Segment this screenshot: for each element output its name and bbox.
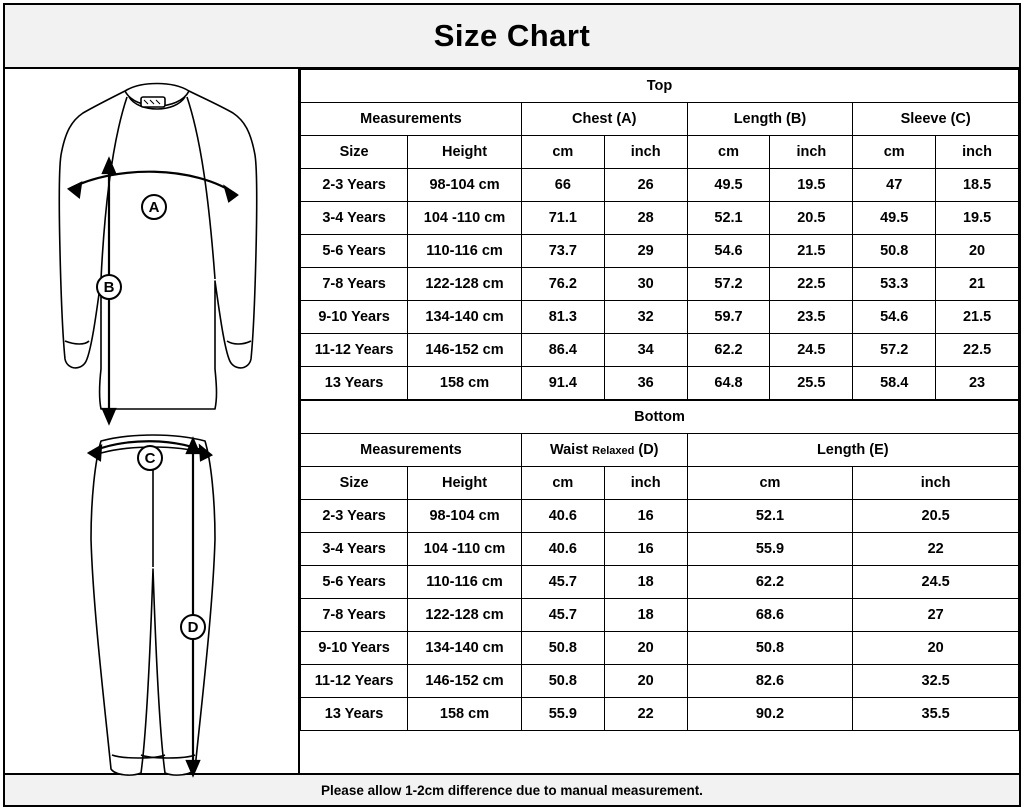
top-header-sleeve: Sleeve (C) <box>853 103 1019 136</box>
cell-height: 146-152 cm <box>408 665 522 698</box>
cell-sleeve-inch: 19.5 <box>936 202 1019 235</box>
table-row <box>301 632 1019 665</box>
top-subhead-length-cm: cm <box>687 136 770 169</box>
cell-waist-inch: 20 <box>604 665 687 698</box>
bottom-header-main-row <box>301 434 1019 467</box>
cell-length-inch: 23.5 <box>770 301 853 334</box>
page-title: Size Chart <box>433 18 591 53</box>
cell-sleeve-cm: 53.3 <box>853 268 936 301</box>
table-row <box>301 533 1019 566</box>
cell-height: 110-116 cm <box>408 235 522 268</box>
top-subhead-chest-cm: cm <box>521 136 604 169</box>
top-subhead-sleeve-inch: inch <box>936 136 1019 169</box>
cell-length-inch: 20 <box>853 632 1019 665</box>
table-row <box>301 665 1019 698</box>
cell-length-inch: 27 <box>853 599 1019 632</box>
cell-chest-cm: 66 <box>521 169 604 202</box>
bottom-header-waist <box>521 434 687 467</box>
marker-b: B <box>96 274 122 300</box>
cell-waist-cm: 40.6 <box>521 533 604 566</box>
bottom-header-waist-note: Relaxed <box>592 445 635 457</box>
cell-height: 134-140 cm <box>408 632 522 665</box>
table-row <box>301 268 1019 301</box>
cell-chest-cm: 71.1 <box>521 202 604 235</box>
cell-sleeve-inch: 22.5 <box>936 334 1019 367</box>
cell-length-inch: 19.5 <box>770 169 853 202</box>
cell-sleeve-inch: 18.5 <box>936 169 1019 202</box>
table-row <box>301 334 1019 367</box>
garment-illustration <box>5 69 300 773</box>
cell-height: 146-152 cm <box>408 334 522 367</box>
cell-length-cm: 59.7 <box>687 301 770 334</box>
table-row <box>301 169 1019 202</box>
cell-sleeve-cm: 54.6 <box>853 301 936 334</box>
cell-length-cm: 49.5 <box>687 169 770 202</box>
chart-body <box>5 69 1019 773</box>
cell-size: 7-8 Years <box>301 268 408 301</box>
bottom-subhead-size: Size <box>301 467 408 500</box>
cell-chest-inch: 32 <box>604 301 687 334</box>
bottom-size-table <box>300 400 1019 731</box>
cell-sleeve-inch: 20 <box>936 235 1019 268</box>
cell-chest-inch: 36 <box>604 367 687 400</box>
chart-title-bar <box>5 5 1019 69</box>
top-header-main-row <box>301 103 1019 136</box>
cell-length-inch: 24.5 <box>853 566 1019 599</box>
cell-waist-cm: 50.8 <box>521 665 604 698</box>
bottom-subhead-length-cm: cm <box>687 467 853 500</box>
top-subhead-length-inch: inch <box>770 136 853 169</box>
cell-waist-inch: 18 <box>604 599 687 632</box>
cell-length-inch: 25.5 <box>770 367 853 400</box>
cell-size: 5-6 Years <box>301 566 408 599</box>
cell-length-cm: 55.9 <box>687 533 853 566</box>
table-row <box>301 301 1019 334</box>
cell-chest-inch: 28 <box>604 202 687 235</box>
cell-length-cm: 54.6 <box>687 235 770 268</box>
bottom-header-waist-word: Waist <box>549 442 589 458</box>
cell-height: 98-104 cm <box>408 500 522 533</box>
cell-chest-cm: 91.4 <box>521 367 604 400</box>
top-section-header-row <box>301 70 1019 103</box>
cell-waist-cm: 50.8 <box>521 632 604 665</box>
cell-waist-cm: 55.9 <box>521 698 604 731</box>
bottom-header-length: Length (E) <box>687 434 1018 467</box>
table-row <box>301 566 1019 599</box>
cell-waist-inch: 16 <box>604 500 687 533</box>
cell-length-cm: 62.2 <box>687 334 770 367</box>
cell-size: 13 Years <box>301 367 408 400</box>
cell-height: 122-128 cm <box>408 268 522 301</box>
top-header-sub-row <box>301 136 1019 169</box>
cell-sleeve-inch: 21 <box>936 268 1019 301</box>
cell-chest-inch: 29 <box>604 235 687 268</box>
cell-size: 3-4 Years <box>301 202 408 235</box>
cell-length-cm: 52.1 <box>687 202 770 235</box>
footer-note: Please allow 1-2cm difference due to manual measurement. <box>321 782 703 798</box>
bottom-header-measurements: Measurements <box>301 434 522 467</box>
garment-diagram-svg <box>5 69 298 779</box>
cell-length-inch: 22.5 <box>770 268 853 301</box>
bottom-subhead-length-inch: inch <box>853 467 1019 500</box>
top-header-chest: Chest (A) <box>521 103 687 136</box>
cell-sleeve-inch: 23 <box>936 367 1019 400</box>
cell-sleeve-cm: 47 <box>853 169 936 202</box>
cell-length-cm: 57.2 <box>687 268 770 301</box>
cell-size: 13 Years <box>301 698 408 731</box>
bottom-section-header-row <box>301 401 1019 434</box>
top-subhead-sleeve-cm: cm <box>853 136 936 169</box>
tables-pane <box>300 69 1019 773</box>
cell-sleeve-inch: 21.5 <box>936 301 1019 334</box>
top-subhead-height: Height <box>408 136 522 169</box>
cell-length-inch: 21.5 <box>770 235 853 268</box>
top-size-table <box>300 69 1019 400</box>
bottom-header-waist-letter: (D) <box>638 442 659 458</box>
cell-chest-inch: 34 <box>604 334 687 367</box>
cell-length-cm: 52.1 <box>687 500 853 533</box>
cell-height: 104 -110 cm <box>408 202 522 235</box>
cell-chest-cm: 73.7 <box>521 235 604 268</box>
cell-sleeve-cm: 50.8 <box>853 235 936 268</box>
cell-height: 122-128 cm <box>408 599 522 632</box>
cell-sleeve-cm: 49.5 <box>853 202 936 235</box>
cell-size: 9-10 Years <box>301 632 408 665</box>
cell-height: 158 cm <box>408 698 522 731</box>
marker-a: A <box>141 194 167 220</box>
cell-length-cm: 62.2 <box>687 566 853 599</box>
top-header-length: Length (B) <box>687 103 853 136</box>
cell-length-inch: 24.5 <box>770 334 853 367</box>
cell-length-inch: 20.5 <box>853 500 1019 533</box>
cell-height: 134-140 cm <box>408 301 522 334</box>
cell-size: 7-8 Years <box>301 599 408 632</box>
table-row <box>301 202 1019 235</box>
cell-waist-inch: 18 <box>604 566 687 599</box>
cell-waist-inch: 20 <box>604 632 687 665</box>
marker-c: C <box>137 445 163 471</box>
cell-size: 2-3 Years <box>301 500 408 533</box>
cell-size: 11-12 Years <box>301 665 408 698</box>
cell-sleeve-cm: 57.2 <box>853 334 936 367</box>
cell-height: 104 -110 cm <box>408 533 522 566</box>
table-row <box>301 500 1019 533</box>
table-row <box>301 235 1019 268</box>
cell-length-inch: 22 <box>853 533 1019 566</box>
table-row <box>301 698 1019 731</box>
cell-waist-cm: 45.7 <box>521 566 604 599</box>
cell-length-inch: 35.5 <box>853 698 1019 731</box>
cell-size: 9-10 Years <box>301 301 408 334</box>
cell-chest-inch: 26 <box>604 169 687 202</box>
table-row <box>301 367 1019 400</box>
chart-frame <box>3 3 1021 807</box>
cell-waist-cm: 45.7 <box>521 599 604 632</box>
cell-waist-inch: 16 <box>604 533 687 566</box>
cell-length-inch: 20.5 <box>770 202 853 235</box>
cell-length-cm: 50.8 <box>687 632 853 665</box>
bottom-header-sub-row <box>301 467 1019 500</box>
top-subhead-size: Size <box>301 136 408 169</box>
cell-chest-cm: 86.4 <box>521 334 604 367</box>
bottom-subhead-height: Height <box>408 467 522 500</box>
cell-length-cm: 68.6 <box>687 599 853 632</box>
cell-height: 158 cm <box>408 367 522 400</box>
table-row <box>301 599 1019 632</box>
cell-waist-inch: 22 <box>604 698 687 731</box>
cell-height: 98-104 cm <box>408 169 522 202</box>
marker-d: D <box>180 614 206 640</box>
cell-height: 110-116 cm <box>408 566 522 599</box>
cell-length-inch: 32.5 <box>853 665 1019 698</box>
cell-waist-cm: 40.6 <box>521 500 604 533</box>
cell-size: 5-6 Years <box>301 235 408 268</box>
cell-chest-inch: 30 <box>604 268 687 301</box>
cell-length-cm: 64.8 <box>687 367 770 400</box>
cell-chest-cm: 81.3 <box>521 301 604 334</box>
cell-chest-cm: 76.2 <box>521 268 604 301</box>
bottom-subhead-waist-inch: inch <box>604 467 687 500</box>
cell-size: 11-12 Years <box>301 334 408 367</box>
cell-length-cm: 90.2 <box>687 698 853 731</box>
top-header-measurements: Measurements <box>301 103 522 136</box>
cell-size: 2-3 Years <box>301 169 408 202</box>
bottom-subhead-waist-cm: cm <box>521 467 604 500</box>
bottom-section-title: Bottom <box>301 401 1019 434</box>
cell-length-cm: 82.6 <box>687 665 853 698</box>
top-subhead-chest-inch: inch <box>604 136 687 169</box>
cell-sleeve-cm: 58.4 <box>853 367 936 400</box>
cell-size: 3-4 Years <box>301 533 408 566</box>
top-section-title: Top <box>301 70 1019 103</box>
